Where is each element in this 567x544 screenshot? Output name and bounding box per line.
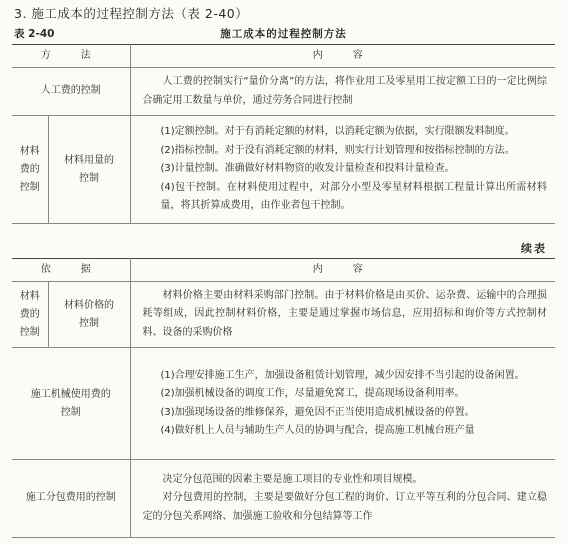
material-item-4: (4)包干控制。在材料使用过程中，对部分小型及零星材料根据工程量计算出所需材料量，将其折算成费用，由作业者包干控制。 [160,181,547,212]
continued-label: 续表 [521,242,547,255]
table-row [12,282,555,348]
table-title: 施工成本的过程控制方法 [220,28,347,40]
header-basis: 依 据 [12,259,130,282]
material-price-text: 材料价格主要由材料采购部门控制。由于材料价格是由买价、运杂费、运输中的合理损耗等组成，因此控制材料价格，主要是通过掌握市场信息，应用招标和询价等方式控制材料、设备的采购价格 [142,289,547,338]
row-label-labor: 人工费的控制 [12,68,130,116]
row-label-material-price: 材料价格的控制 [48,282,130,348]
machinery-item-1: (1)合理安排施工生产，加强设备租赁计划管理，减少因安排不当引起的设备闲置。 [160,369,525,381]
header-content: 内 容 [312,263,373,275]
section-heading: 3. 施工成本的过程控制方法（表 2-40） [14,6,249,21]
labor-text: 人工费的控制实行“量价分离”的方法，将作业用工及零星用工按定额工日的一定比例综合确定用工数量与单价，通过劳务合同进行控制 [142,76,547,106]
table-header-row [12,259,555,282]
row-label-material-quantity: 材料用量的控制 [48,116,130,224]
table-row [12,460,555,538]
row-label-material-group: 材料费的控制 [12,282,48,348]
machinery-item-4: (4)做好机上人员与辅助生产人员的协调与配合，提高施工机械台班产量 [160,425,475,436]
machinery-item-2: (2)加强机械设备的调度工作，尽量避免窝工，提高现场设备利用率。 [160,388,465,399]
row-label-subcontract: 施工分包费用的控制 [12,460,130,538]
material-item-2: (2)指标控制。对于没有消耗定额的材料，则实行计划管理和按指标控制的方法。 [160,144,515,156]
table-row [12,68,555,116]
cost-control-table-continued [12,258,555,538]
table-row [12,348,555,460]
machinery-item-3: (3)加强现场设备的维修保养，避免因不正当使用造成机械设备的停置。 [160,406,475,418]
row-label-material-group: 材料费的控制 [12,116,48,224]
row-label-machinery: 施工机械使用费的控制 [12,348,130,460]
subcontract-para-1: 决定分包范围的因素主要是施工项目的专业性和项目规模。 [162,473,423,485]
table-row [12,116,555,224]
table-number: 表 2-40 [14,28,55,40]
table-header-row [12,45,555,68]
cost-control-table [12,44,555,224]
header-content: 内 容 [312,49,373,61]
material-item-1: (1)定额控制。对于有消耗定额的材料，以消耗定额为依据，实行限额发料制度。 [160,126,515,138]
material-item-3: (3)计量控制。准确做好材料物资的收发计量检查和投料计量检查。 [160,163,455,175]
header-method: 方 法 [12,45,130,68]
subcontract-para-2: 对分包费用的控制，主要是要做好分包工程的询价、订立平等互利的分包合同、建立稳定的分包关系网络、加强施工验收和分包结算等工作 [142,492,547,522]
